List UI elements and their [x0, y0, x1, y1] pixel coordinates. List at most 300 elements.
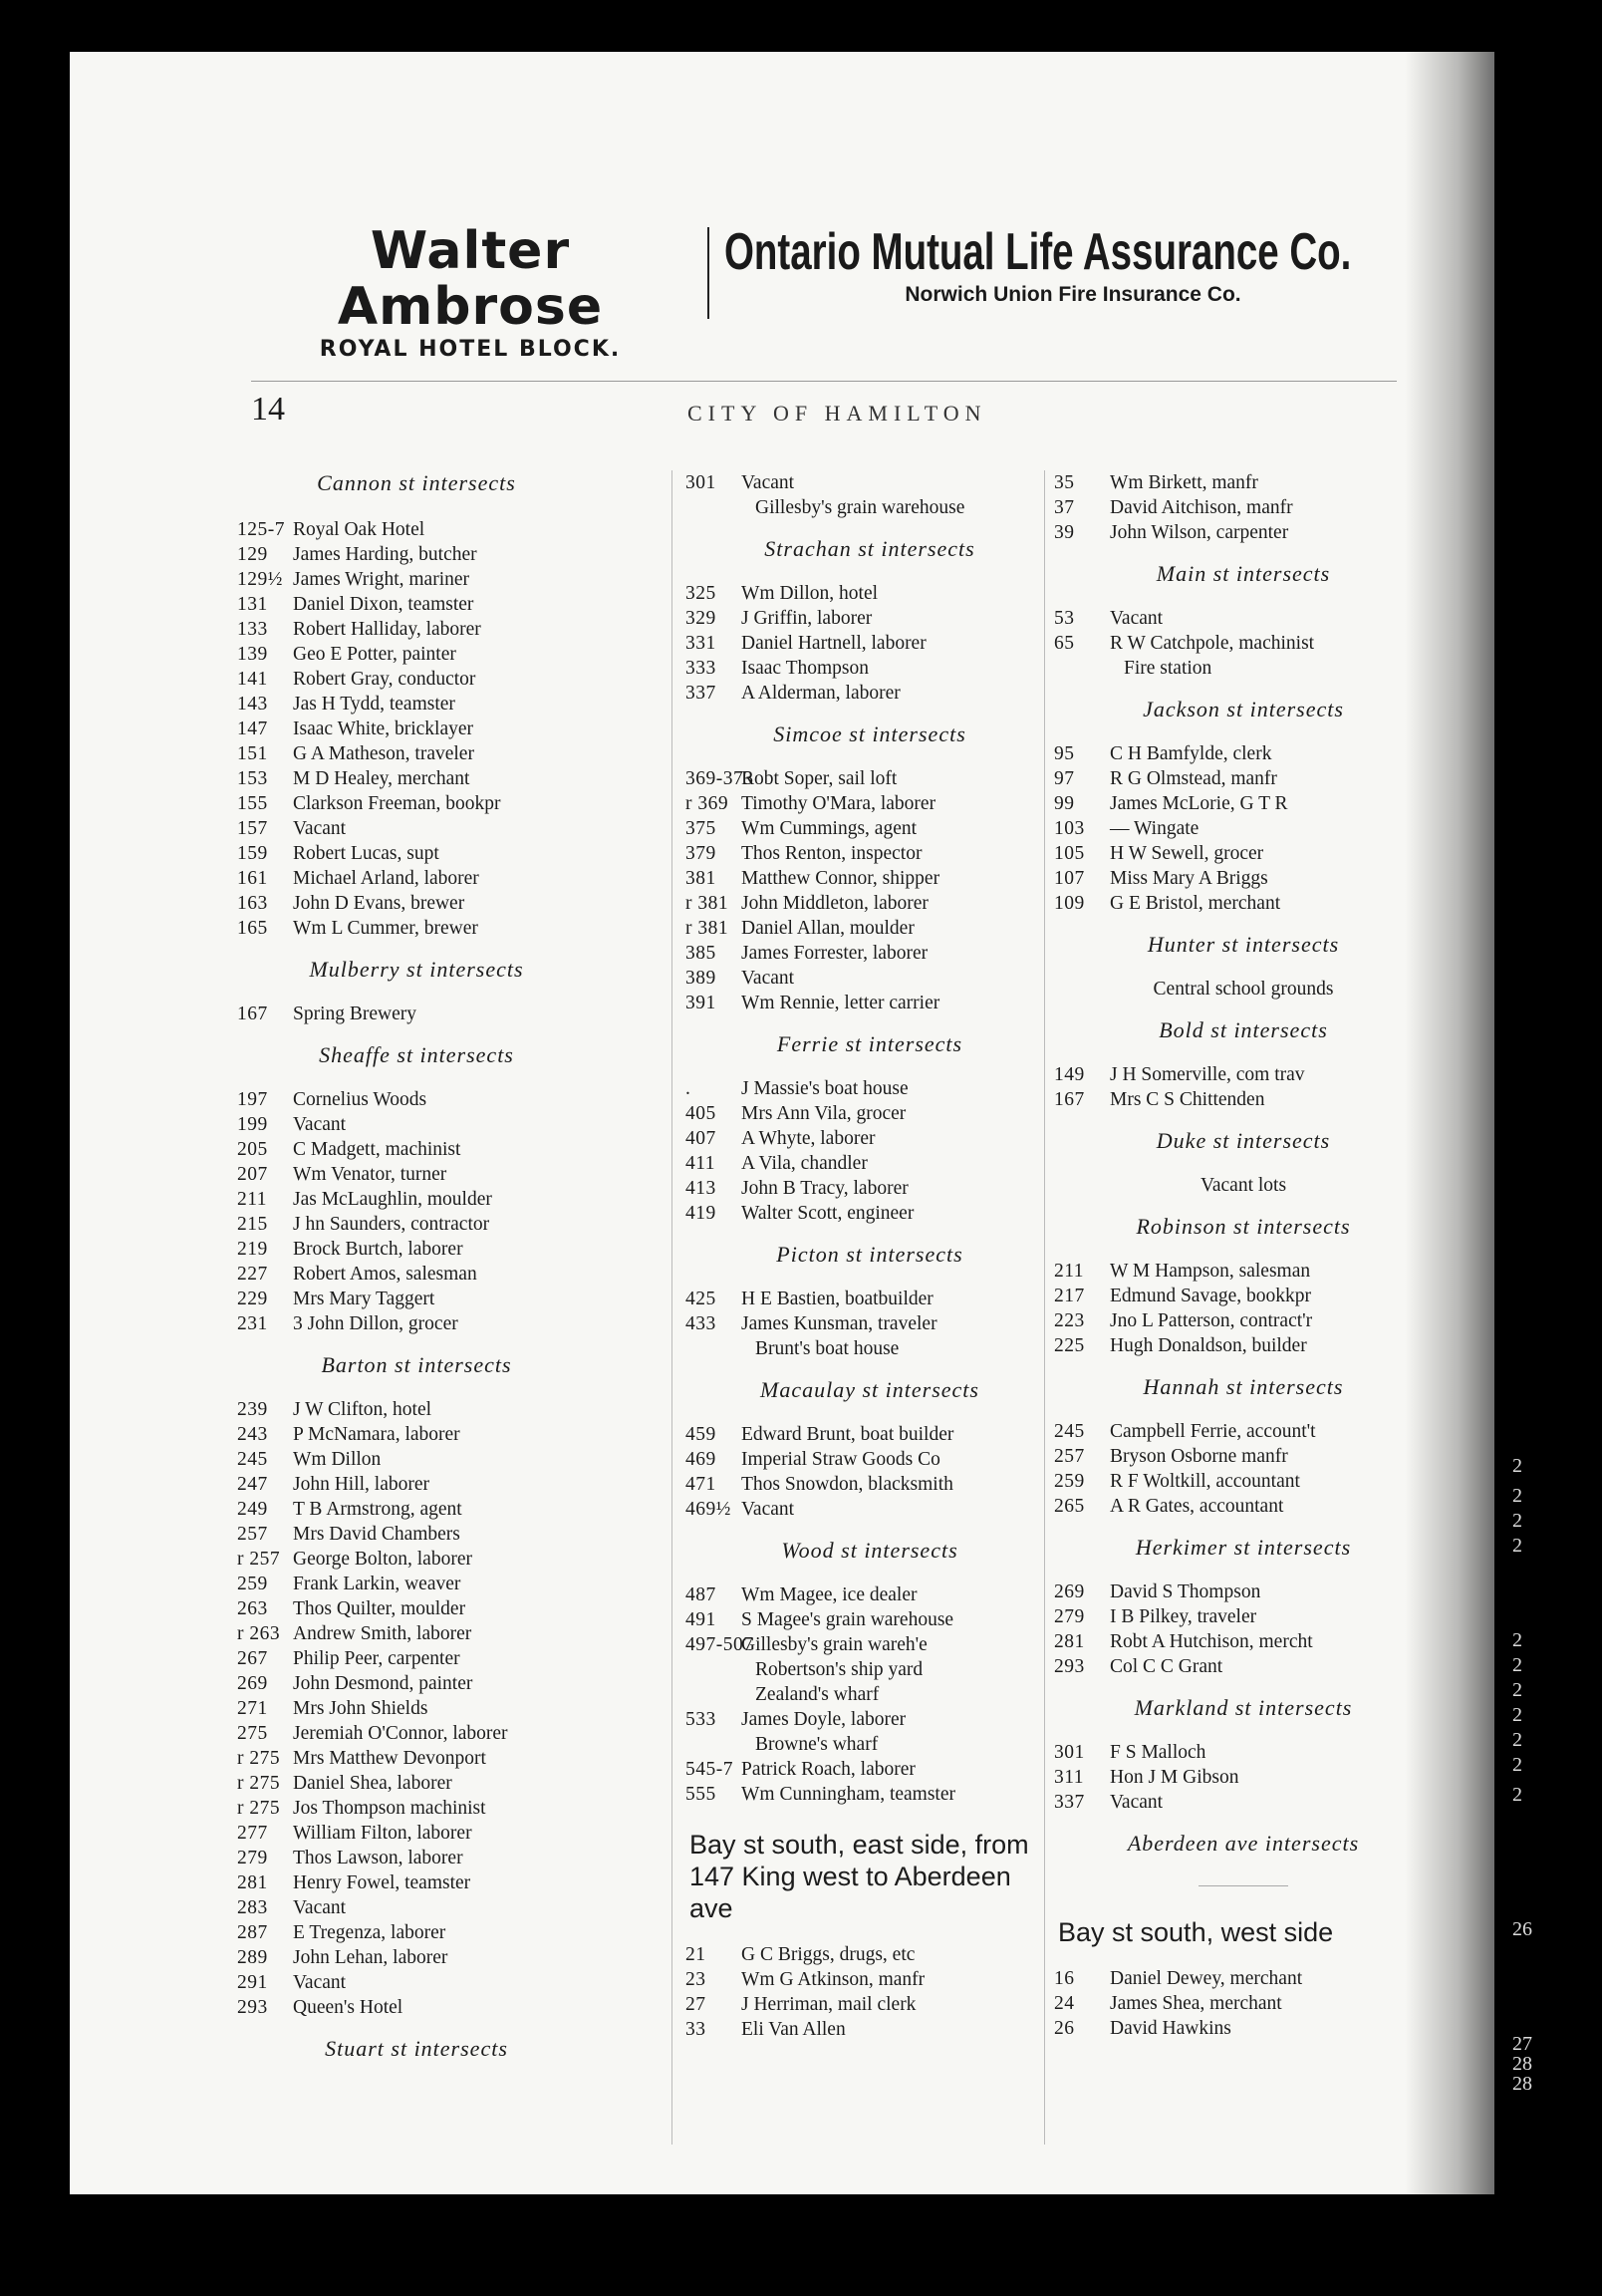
- resident-name: A R Gates, accountant: [1110, 1496, 1284, 1517]
- house-number: 249: [237, 1499, 268, 1520]
- directory-entry: [237, 1771, 596, 1796]
- resident-name: James McLorie, G T R: [1110, 793, 1288, 814]
- house-number: 223: [1054, 1310, 1085, 1331]
- directory-entry: [1054, 1654, 1433, 1679]
- house-number: 259: [237, 1574, 268, 1594]
- directory-entry: [237, 1671, 596, 1696]
- resident-name: J H Somerville, com trav: [1110, 1064, 1305, 1085]
- directory-entry: [685, 916, 1054, 941]
- house-number: 129: [237, 544, 268, 565]
- directory-entry: [685, 1311, 1054, 1336]
- resident-name: Hon J M Gibson: [1110, 1767, 1239, 1788]
- directory-entry: [237, 1970, 596, 1995]
- resident-name: R W Catchpole, machinist: [1110, 633, 1315, 654]
- entry-continuation: Fire station: [1124, 658, 1212, 679]
- resident-name: Robert Gray, conductor: [293, 669, 476, 690]
- street-intersection-heading: Herkimer st intersects: [1135, 1535, 1352, 1560]
- house-number: .: [685, 1078, 691, 1099]
- house-number: 291: [237, 1972, 268, 1993]
- edge-digit: 28: [1512, 2053, 1532, 2075]
- directory-entry: [685, 1942, 1054, 1967]
- house-number: 469½: [685, 1499, 731, 1520]
- resident-name: Wm Cummings, agent: [741, 818, 918, 839]
- directory-entry: [237, 592, 596, 617]
- resident-name: James Wright, mariner: [293, 569, 470, 590]
- directory-entry: [237, 1746, 596, 1771]
- house-number: 65: [1054, 633, 1075, 654]
- house-number: 555: [685, 1784, 716, 1805]
- resident-name: Vacant: [1110, 1792, 1164, 1813]
- resident-name: David Hawkins: [1110, 2018, 1231, 2039]
- resident-name: James Doyle, laborer: [741, 1709, 907, 1730]
- resident-name: James Kunsman, traveler: [741, 1313, 937, 1334]
- directory-entry: [685, 1757, 1054, 1782]
- directory-entry: [685, 891, 1054, 916]
- resident-name: J W Clifton, hotel: [293, 1399, 432, 1420]
- street-intersection-heading: Jackson st intersects: [1143, 697, 1344, 721]
- house-number: 225: [1054, 1335, 1085, 1356]
- house-number: 211: [237, 1189, 268, 1210]
- resident-name: John Middleton, laborer: [741, 893, 929, 914]
- directory-entry: [685, 1782, 1054, 1807]
- resident-name: Mrs John Shields: [293, 1698, 428, 1719]
- edge-digit: 26: [1512, 1918, 1532, 1940]
- directory-entry: [1054, 1966, 1433, 1991]
- resident-name: Miss Mary A Briggs: [1110, 868, 1268, 889]
- directory-entry: [237, 567, 596, 592]
- directory-entry: [1054, 470, 1433, 495]
- resident-name: E Tregenza, laborer: [293, 1922, 446, 1943]
- resident-name: Thos Renton, inspector: [741, 843, 923, 864]
- directory-entry: [685, 941, 1054, 966]
- house-number: 217: [1054, 1286, 1085, 1306]
- edge-digit: 27: [1512, 2033, 1532, 2055]
- directory-entry: [1054, 1308, 1433, 1333]
- house-number: 243: [237, 1424, 268, 1445]
- header-rule: [251, 381, 1397, 382]
- resident-name: Mrs Ann Vila, grocer: [741, 1103, 907, 1124]
- house-number: 491: [685, 1609, 716, 1630]
- directory-entry: [685, 1422, 1054, 1447]
- advertisement-banner: [251, 223, 1417, 373]
- street-intersection-heading: Picton st intersects: [776, 1242, 963, 1267]
- house-number: r 275: [237, 1798, 281, 1819]
- resident-name: Michael Arland, laborer: [293, 868, 479, 889]
- directory-entry: [1054, 741, 1433, 766]
- house-number: r 381: [685, 918, 729, 939]
- house-number: 105: [1054, 843, 1085, 864]
- directory-entry: [685, 1472, 1054, 1497]
- edge-digit: 2: [1512, 1754, 1522, 1776]
- resident-name: Robt Soper, sail loft: [741, 768, 898, 789]
- house-number: 95: [1054, 743, 1075, 764]
- house-number: 279: [1054, 1606, 1085, 1627]
- resident-name: Thos Snowdon, blacksmith: [741, 1474, 953, 1495]
- house-number: 411: [685, 1153, 716, 1174]
- house-number: 23: [685, 1969, 706, 1990]
- directory-entry: [685, 991, 1054, 1015]
- street-intersection-heading: Simcoe st intersects: [773, 721, 966, 746]
- house-number: 381: [685, 868, 716, 889]
- directory-entry: [237, 1087, 596, 1112]
- resident-name: Jas H Tydd, teamster: [293, 694, 455, 715]
- directory-entry: [685, 1607, 1054, 1632]
- house-number: 405: [685, 1103, 716, 1124]
- street-intersection-heading: Barton st intersects: [321, 1352, 512, 1377]
- directory-entry: [685, 1582, 1054, 1607]
- directory-entry: [237, 1002, 596, 1026]
- house-number: 131: [237, 594, 268, 615]
- house-number: 159: [237, 843, 268, 864]
- resident-name: A Whyte, laborer: [741, 1128, 876, 1149]
- house-number: 21: [685, 1944, 706, 1965]
- directory-entry: [685, 581, 1054, 606]
- directory-entry: [1054, 1087, 1433, 1112]
- resident-name: Wm Rennie, letter carrier: [741, 993, 940, 1013]
- house-number: 239: [237, 1399, 268, 1420]
- column-left: [237, 470, 596, 2081]
- house-number: 265: [1054, 1496, 1085, 1517]
- directory-entry: [237, 642, 596, 667]
- edge-digit: 2: [1512, 1455, 1522, 1477]
- resident-name: Campbell Ferrie, account't: [1110, 1421, 1316, 1442]
- resident-name: Robert Lucas, supt: [293, 843, 439, 864]
- resident-name: Spring Brewery: [293, 1004, 417, 1024]
- house-number: 197: [237, 1089, 268, 1110]
- house-number: 247: [237, 1474, 268, 1495]
- directory-entry: [1054, 1419, 1433, 1444]
- centered-note: Vacant lots: [1200, 1175, 1287, 1196]
- house-number: 139: [237, 644, 268, 665]
- directory-entry: [685, 1176, 1054, 1201]
- house-number: 263: [237, 1598, 268, 1619]
- directory-entry: [237, 741, 596, 766]
- house-number: 167: [1054, 1089, 1085, 1110]
- house-number: 281: [237, 1872, 268, 1893]
- resident-name: Daniel Allan, moulder: [741, 918, 915, 939]
- directory-entry: [237, 1821, 596, 1846]
- house-number: 329: [685, 608, 716, 629]
- directory-entry: [685, 866, 1054, 891]
- edge-digit: 2: [1512, 1704, 1522, 1726]
- house-number: 153: [237, 768, 268, 789]
- street-intersection-heading: Hannah st intersects: [1143, 1374, 1344, 1399]
- resident-name: William Filton, laborer: [293, 1823, 472, 1844]
- edge-digit: 2: [1512, 1629, 1522, 1651]
- directory-entry: [685, 631, 1054, 656]
- running-head: CITY OF HAMILTON: [687, 401, 987, 426]
- house-number: 301: [1054, 1742, 1085, 1763]
- directory-entry: [237, 891, 596, 916]
- house-number: 245: [1054, 1421, 1085, 1442]
- directory-entry: [1054, 1494, 1433, 1519]
- resident-name: Patrick Roach, laborer: [741, 1759, 916, 1780]
- house-number: 497-507: [685, 1634, 754, 1655]
- directory-entry: [237, 1846, 596, 1870]
- directory-entry: [237, 1870, 596, 1895]
- house-number: 275: [237, 1723, 268, 1744]
- directory-entry: [237, 1895, 596, 1920]
- resident-name: 3 John Dillon, grocer: [293, 1313, 458, 1334]
- house-number: 109: [1054, 893, 1085, 914]
- house-number: r 263: [237, 1623, 281, 1644]
- binding-shadow: [1405, 52, 1494, 2194]
- resident-name: Royal Oak Hotel: [293, 519, 425, 540]
- ad-left-subtitle: ROYAL HOTEL BLOCK.: [319, 337, 622, 362]
- directory-entry: [237, 1596, 596, 1621]
- house-number: 283: [237, 1897, 268, 1918]
- house-number: 331: [685, 633, 716, 654]
- resident-name: S Magee's grain warehouse: [741, 1609, 954, 1630]
- street-intersection-heading: Strachan st intersects: [764, 536, 975, 561]
- house-number: 277: [237, 1823, 268, 1844]
- resident-name: Vacant: [741, 1499, 795, 1520]
- resident-name: Wm Dillon, hotel: [741, 583, 879, 604]
- resident-name: Thos Lawson, laborer: [293, 1848, 463, 1868]
- entry-continuation: Zealand's wharf: [755, 1684, 880, 1705]
- centered-note: Central school grounds: [1153, 979, 1334, 1000]
- directory-entry: [237, 542, 596, 567]
- directory-entry: [237, 1945, 596, 1970]
- directory-entry: [237, 717, 596, 741]
- directory-entry: [1054, 1740, 1433, 1765]
- resident-name: Mrs David Chambers: [293, 1524, 460, 1545]
- directory-entry: [237, 1522, 596, 1547]
- directory-entry: [685, 841, 1054, 866]
- street-intersection-heading: Duke st intersects: [1156, 1128, 1331, 1153]
- resident-name: John Desmond, painter: [293, 1673, 473, 1694]
- house-number: 163: [237, 893, 268, 914]
- house-number: 293: [1054, 1656, 1085, 1677]
- resident-name: Daniel Shea, laborer: [293, 1773, 452, 1794]
- directory-entry: [237, 1287, 596, 1311]
- section-heading: Bay st south, east side, from 147 King west to Aberdeen ave: [689, 1830, 1029, 1923]
- resident-name: Brock Burtch, laborer: [293, 1239, 463, 1260]
- resident-name: John Hill, laborer: [293, 1474, 430, 1495]
- resident-name: W M Hampson, salesman: [1110, 1261, 1311, 1282]
- edge-digit: 2: [1512, 1654, 1522, 1676]
- resident-name: David S Thompson: [1110, 1581, 1261, 1602]
- directory-entry: [1054, 520, 1433, 545]
- house-number: 205: [237, 1139, 268, 1160]
- resident-name: Wm Venator, turner: [293, 1164, 447, 1185]
- house-number: 35: [1054, 472, 1075, 493]
- street-intersection-heading: Wood st intersects: [781, 1538, 958, 1563]
- house-number: 125-7: [237, 519, 285, 540]
- resident-name: Daniel Hartnell, laborer: [741, 633, 927, 654]
- house-number: 26: [1054, 2018, 1075, 2039]
- resident-name: Daniel Dewey, merchant: [1110, 1968, 1303, 1989]
- house-number: 229: [237, 1289, 268, 1309]
- resident-name: H E Bastien, boatbuilder: [741, 1289, 934, 1309]
- house-number: 231: [237, 1313, 268, 1334]
- resident-name: Wm G Atkinson, manfr: [741, 1969, 926, 1990]
- directory-entry: [237, 1162, 596, 1187]
- directory-entry: [685, 766, 1054, 791]
- ad-left-name: Walter Ambrose: [337, 221, 604, 337]
- directory-entry: [237, 866, 596, 891]
- house-number: 167: [237, 1004, 268, 1024]
- directory-entry: [237, 1447, 596, 1472]
- edge-digit: 28: [1512, 2073, 1532, 2095]
- house-number: 151: [237, 743, 268, 764]
- resident-name: Isaac Thompson: [741, 658, 869, 679]
- entry-continuation: Browne's wharf: [755, 1734, 879, 1755]
- directory-entry: [685, 1967, 1054, 1992]
- section-heading: Bay st south, west side: [1058, 1917, 1334, 1947]
- resident-name: T B Armstrong, agent: [293, 1499, 462, 1520]
- directory-entry: [237, 1621, 596, 1646]
- house-number: 149: [1054, 1064, 1085, 1085]
- directory-entry: [237, 1112, 596, 1137]
- directory-entry: [1054, 495, 1433, 520]
- resident-name: M D Healey, merchant: [293, 768, 470, 789]
- house-number: 287: [237, 1922, 268, 1943]
- column-middle: [685, 470, 1054, 2042]
- directory-entry: [237, 1721, 596, 1746]
- resident-name: G C Briggs, drugs, etc: [741, 1944, 916, 1965]
- resident-name: Robert Halliday, laborer: [293, 619, 481, 640]
- house-number: 257: [1054, 1446, 1085, 1467]
- house-number: 257: [237, 1524, 268, 1545]
- directory-entry: [1054, 1629, 1433, 1654]
- directory-entry: [685, 681, 1054, 706]
- resident-name: Clarkson Freeman, bookpr: [293, 793, 501, 814]
- house-number: 27: [685, 1994, 706, 2015]
- directory-entry: [1054, 816, 1433, 841]
- directory-entry: [237, 1472, 596, 1497]
- directory-entry: [685, 606, 1054, 631]
- resident-name: Daniel Dixon, teamster: [293, 594, 474, 615]
- house-number: 407: [685, 1128, 716, 1149]
- house-number: 147: [237, 718, 268, 739]
- resident-name: Eli Van Allen: [741, 2019, 846, 2040]
- house-number: 311: [1054, 1767, 1085, 1788]
- edge-digit: 2: [1512, 1535, 1522, 1557]
- resident-name: James Shea, merchant: [1110, 1993, 1282, 2014]
- house-number: 459: [685, 1424, 716, 1445]
- house-number: 413: [685, 1178, 716, 1199]
- resident-name: Vacant: [1110, 608, 1164, 629]
- directory-entry: [237, 1237, 596, 1262]
- house-number: 325: [685, 583, 716, 604]
- house-number: 391: [685, 993, 716, 1013]
- house-number: 469: [685, 1449, 716, 1470]
- ad-divider: [707, 227, 709, 319]
- street-intersection-heading: Bold st intersects: [1159, 1017, 1328, 1042]
- house-number: 271: [237, 1698, 268, 1719]
- resident-name: Wm Cunningham, teamster: [741, 1784, 955, 1805]
- resident-name: R G Olmstead, manfr: [1110, 768, 1277, 789]
- directory-entry: [685, 816, 1054, 841]
- resident-name: Vacant: [293, 1114, 347, 1135]
- resident-name: John Wilson, carpenter: [1110, 522, 1289, 543]
- edge-digit: 2: [1512, 1784, 1522, 1806]
- resident-name: Andrew Smith, laborer: [293, 1623, 472, 1644]
- directory-entry: [237, 1311, 596, 1336]
- resident-name: R F Woltkill, accountant: [1110, 1471, 1300, 1492]
- directory-entry: [237, 1646, 596, 1671]
- house-number: 24: [1054, 1993, 1075, 2014]
- resident-name: Philip Peer, carpenter: [293, 1648, 460, 1669]
- house-number: 215: [237, 1214, 268, 1235]
- directory-entry: [237, 1547, 596, 1572]
- resident-name: Jas McLaughlin, moulder: [293, 1189, 492, 1210]
- resident-name: C H Bamfylde, clerk: [1110, 743, 1272, 764]
- house-number: 379: [685, 843, 716, 864]
- directory-entry: [1054, 791, 1433, 816]
- resident-name: John B Tracy, laborer: [741, 1178, 909, 1199]
- house-number: 99: [1054, 793, 1075, 814]
- section-rule: [1199, 1885, 1288, 1886]
- house-number: 129½: [237, 569, 283, 590]
- resident-name: A Vila, chandler: [741, 1153, 868, 1174]
- resident-name: Mrs Matthew Devonport: [293, 1748, 486, 1769]
- directory-entry: [685, 1126, 1054, 1151]
- directory-entry: [237, 1497, 596, 1522]
- resident-name: John Lehan, laborer: [293, 1947, 448, 1968]
- directory-entry: [685, 656, 1054, 681]
- house-number: 289: [237, 1947, 268, 1968]
- directory-entry: [685, 1632, 1054, 1657]
- street-intersection-heading: Markland st intersects: [1134, 1695, 1353, 1720]
- resident-name: Hugh Donaldson, builder: [1110, 1335, 1307, 1356]
- street-intersection-heading: Cannon st intersects: [317, 470, 516, 495]
- house-number: r 275: [237, 1748, 281, 1769]
- ad-right-name: Ontario Mutual Life Assurance Co.: [724, 223, 1352, 281]
- street-intersection-heading: Ferrie st intersects: [776, 1031, 963, 1056]
- edge-digit: 2: [1512, 1729, 1522, 1751]
- street-intersection-heading: Main st intersects: [1156, 561, 1331, 586]
- ad-right-subtitle: Norwich Union Fire Insurance Co.: [905, 283, 1241, 306]
- house-number: 227: [237, 1264, 268, 1285]
- house-number: 107: [1054, 868, 1085, 889]
- house-number: 333: [685, 658, 716, 679]
- directory-entry: [237, 1137, 596, 1162]
- directory-entry: [1054, 1333, 1433, 1358]
- house-number: 293: [237, 1997, 268, 2018]
- house-number: 267: [237, 1648, 268, 1669]
- resident-name: Edward Brunt, boat builder: [741, 1424, 954, 1445]
- resident-name: Queen's Hotel: [293, 1997, 403, 2018]
- resident-name: F S Malloch: [1110, 1742, 1206, 1763]
- column-divider-left: [671, 470, 672, 2145]
- directory-entry: [685, 1151, 1054, 1176]
- house-number: 337: [685, 683, 716, 704]
- directory-entry: [237, 1796, 596, 1821]
- directory-entry: [237, 816, 596, 841]
- house-number: 97: [1054, 768, 1075, 789]
- directory-entry: [1054, 866, 1433, 891]
- resident-name: Mrs C S Chittenden: [1110, 1089, 1265, 1110]
- ad-right-block: [724, 223, 1422, 307]
- house-number: 471: [685, 1474, 716, 1495]
- resident-name: Thos Quilter, moulder: [293, 1598, 466, 1619]
- resident-name: H W Sewell, grocer: [1110, 843, 1264, 864]
- resident-name: J Massie's boat house: [741, 1078, 909, 1099]
- directory-entry: [237, 1920, 596, 1945]
- street-intersection-heading: Macaulay st intersects: [760, 1377, 979, 1402]
- resident-name: Vacant: [293, 818, 347, 839]
- resident-name: Edmund Savage, bookkpr: [1110, 1286, 1312, 1306]
- house-number: r 275: [237, 1773, 281, 1794]
- directory-entry: [1054, 1469, 1433, 1494]
- directory-entry: [1054, 1790, 1433, 1815]
- directory-entry: [237, 1397, 596, 1422]
- directory-entry: [237, 667, 596, 692]
- house-number: 425: [685, 1289, 716, 1309]
- house-number: 545-7: [685, 1759, 733, 1780]
